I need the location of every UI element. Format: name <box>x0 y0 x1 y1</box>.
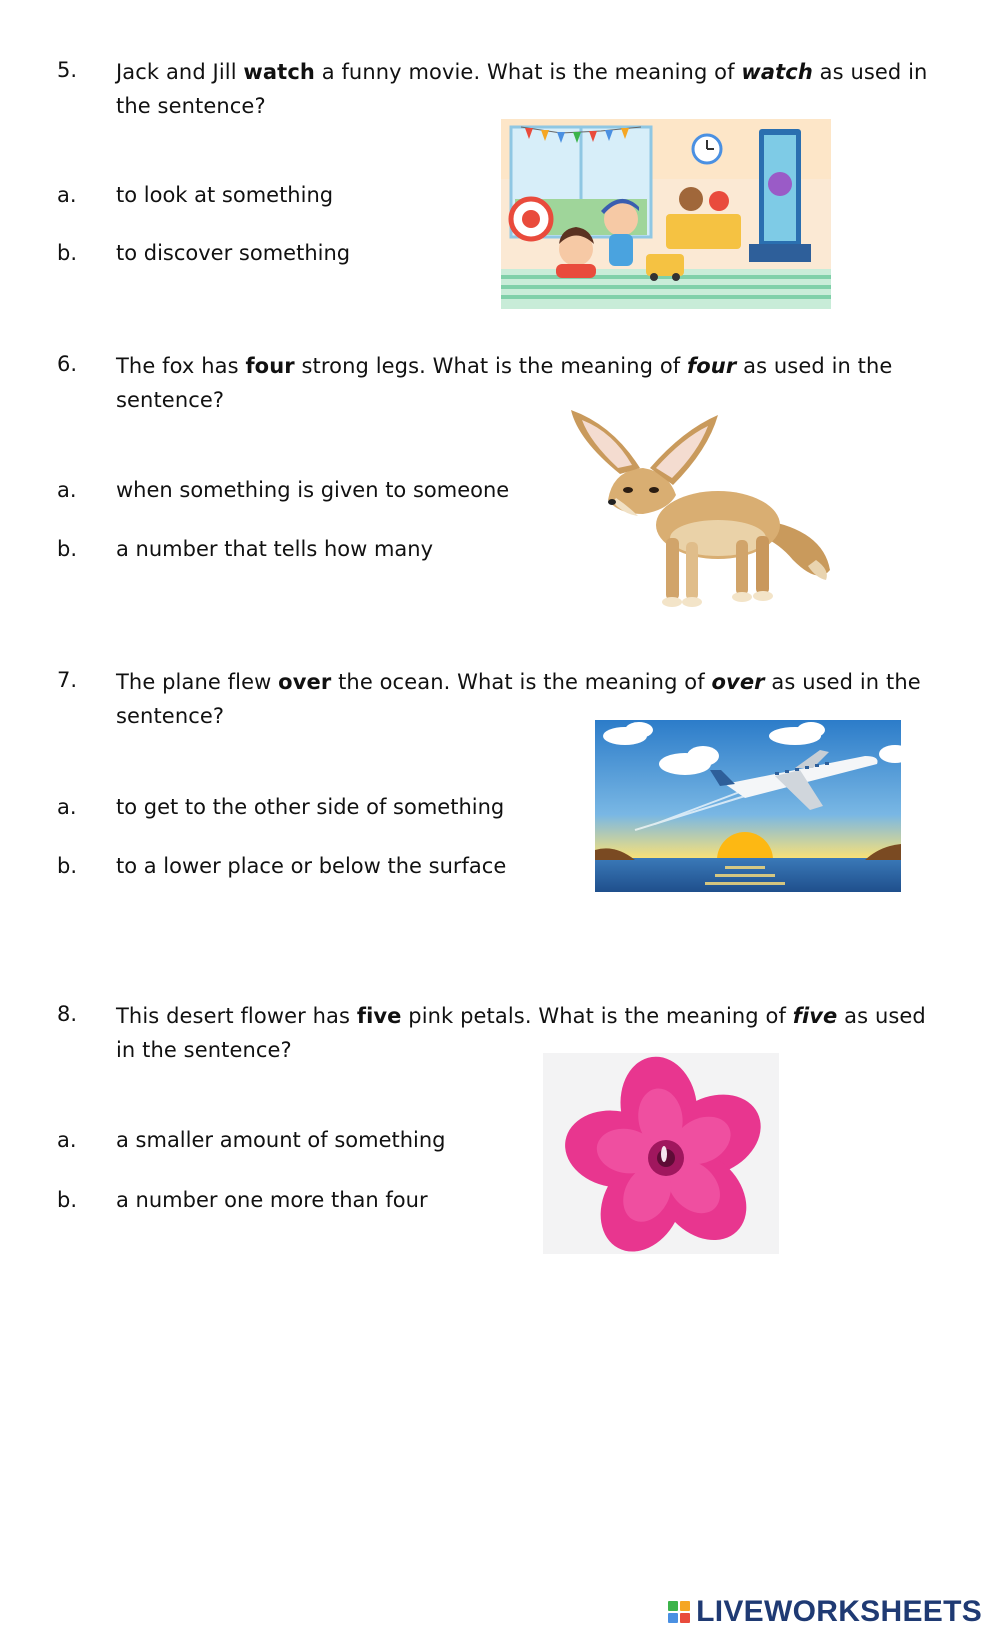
question-text: Jack and Jill watch a funny movie. What is the meaning of watch as used in the sentence? <box>116 60 928 118</box>
pink-flower-image <box>543 1053 779 1254</box>
question-number: 7. <box>57 668 78 692</box>
liveworksheets-logo[interactable] <box>668 1595 982 1629</box>
keyword: watch <box>741 60 813 84</box>
keyword: watch <box>243 60 315 84</box>
keyword: four <box>687 354 737 378</box>
keyword: five <box>356 1004 402 1028</box>
keyword: five <box>792 1004 838 1028</box>
fennec-fox-image <box>568 410 838 620</box>
keyword: four <box>245 354 295 378</box>
brand-name: LIVEWORKSHEETS <box>696 1595 982 1628</box>
question-number: 6. <box>57 352 78 376</box>
logo-grid-icon <box>668 1601 690 1623</box>
keyword: over <box>711 670 765 694</box>
airplane-over-ocean-image <box>595 720 901 892</box>
question-number: 8. <box>57 1002 78 1026</box>
question-number: 5. <box>57 58 78 82</box>
keyword: over <box>278 670 332 694</box>
kids-watching-tv-image <box>501 119 831 309</box>
question-text: The fox has four strong legs. What is the meaning of four as used in the sentence? <box>116 354 893 412</box>
question-text: The plane flew over the ocean. What is the meaning of over as used in the sentence? <box>116 670 921 728</box>
question-text: This desert flower has five pink petals. What is the meaning of five as used in the sentence? <box>116 1004 926 1062</box>
